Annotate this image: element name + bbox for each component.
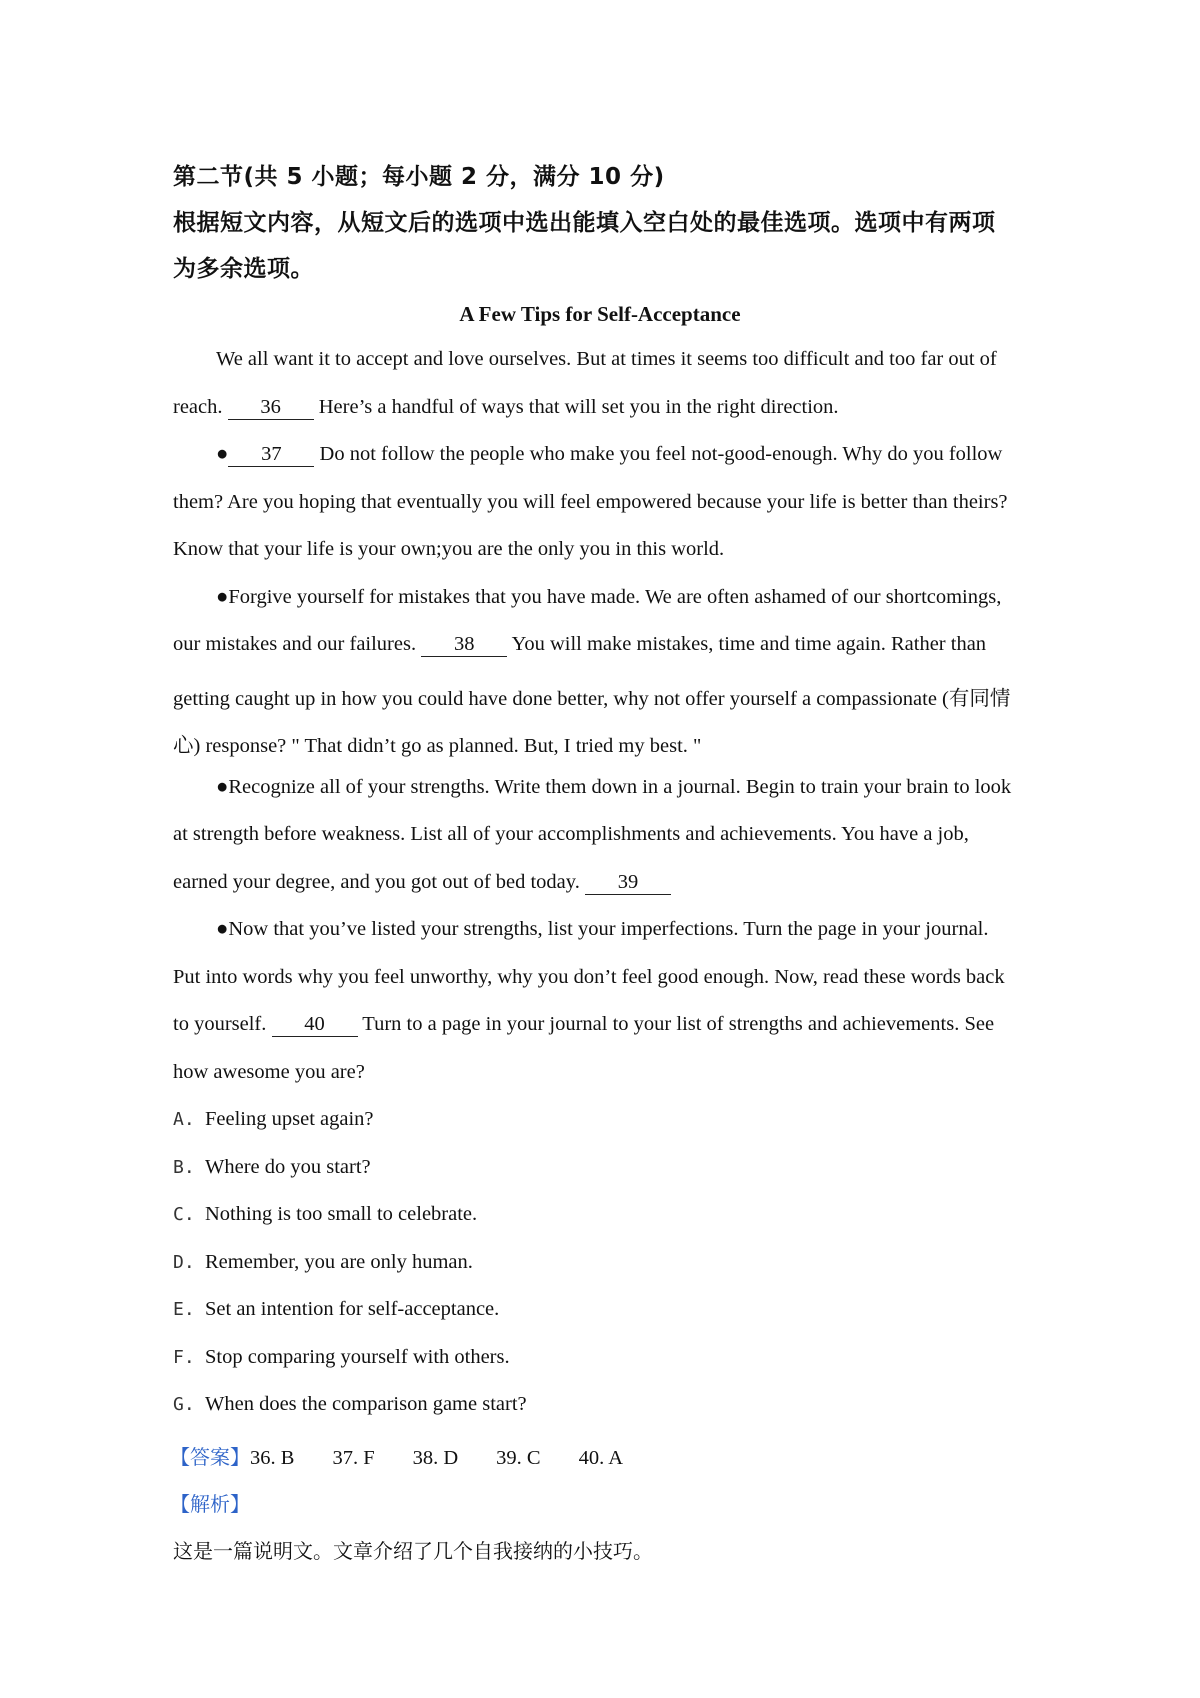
- paragraph-4-line-3: [173, 871, 671, 895]
- blank-40: 40: [272, 1014, 358, 1037]
- blank-39: 39: [585, 872, 671, 895]
- paragraph-4-line-2: at strength before weakness. List all of your accomplishments and achievements. You have a job,: [173, 823, 969, 845]
- text-fragment: Turn to a page in your journal to your list of strengths and achievements. See: [362, 1013, 995, 1035]
- blank-36: 36: [228, 397, 314, 420]
- option-text: Set an intention for self-acceptance.: [205, 1298, 500, 1320]
- blank-37: 37: [228, 444, 314, 467]
- option-key: B.: [173, 1157, 195, 1178]
- paragraph-5-line-3: [173, 1013, 994, 1037]
- answer-label: 【答案】: [170, 1445, 250, 1469]
- option-key: C.: [173, 1204, 195, 1225]
- option-key: F.: [173, 1347, 195, 1368]
- paragraph-5-line-2: Put into words why you feel unworthy, why you don’t feel good enough. Now, read these words back: [173, 966, 1005, 988]
- paragraph-5-line-1: ●Now that you’ve listed your strengths, list your imperfections. Turn the page in your journal.: [216, 918, 989, 940]
- analysis-text: 这是一篇说明文。文章介绍了几个自我接纳的小技巧。: [173, 1539, 653, 1563]
- text-fragment: our mistakes and our failures.: [173, 633, 417, 655]
- option-text: Where do you start?: [205, 1156, 371, 1178]
- option-f: [173, 1346, 510, 1369]
- text-fragment: You will make mistakes, time and time again. Rather than: [511, 633, 987, 655]
- option-key: G.: [173, 1394, 195, 1415]
- paragraph-3-line-4: 心) response? " That didn’t go as planned. But, I tried my best. ": [173, 735, 702, 757]
- analysis-label: 【解析】: [170, 1492, 250, 1516]
- paragraph-3-line-3: getting caught up in how you could have done better, why not offer yourself a compassionate (有同情: [173, 688, 1011, 710]
- answer-line: [170, 1441, 661, 1470]
- option-key: E.: [173, 1299, 195, 1320]
- analysis-heading: [170, 1488, 250, 1517]
- option-g: [173, 1393, 527, 1416]
- option-text: Feeling upset again?: [205, 1108, 374, 1130]
- answer-item: 36. B: [250, 1447, 295, 1469]
- instruction-line-2: 为多余选项。: [173, 256, 314, 282]
- text-fragment: earned your degree, and you got out of bed today.: [173, 871, 580, 893]
- answer-item: 39. C: [496, 1447, 541, 1469]
- option-b: [173, 1156, 371, 1179]
- option-e: [173, 1298, 499, 1321]
- instruction-line-1: 根据短文内容，从短文后的选项中选出能填入空白处的最佳选项。选项中有两项: [173, 210, 996, 236]
- text-fragment: Here’s a handful of ways that will set you in the right direction.: [318, 396, 839, 418]
- bullet: ●: [216, 443, 229, 465]
- paragraph-4-line-1: ●Recognize all of your strengths. Write them down in a journal. Begin to train your brain to look: [216, 776, 1012, 798]
- text-fragment: reach.: [173, 396, 223, 418]
- paragraph-1-line-1: We all want it to accept and love ourselves. But at times it seems too difficult and too far out of: [216, 348, 997, 370]
- option-text: Remember, you are only human.: [205, 1251, 473, 1273]
- option-a: [173, 1108, 374, 1131]
- blank-38: 38: [421, 634, 507, 657]
- section-header: 第二节(共 5 小题；每小题 2 分，满分 10 分): [173, 164, 665, 190]
- answer-item: 40. A: [578, 1447, 624, 1469]
- option-d: [173, 1251, 473, 1274]
- paragraph-2-line-3: Know that your life is your own;you are the only you in this world.: [173, 538, 725, 560]
- text-fragment: to yourself.: [173, 1013, 267, 1035]
- paragraph-3-line-1: ●Forgive yourself for mistakes that you have made. We are often ashamed of our shortcomings,: [216, 586, 1002, 608]
- answer-item: 38. D: [412, 1447, 459, 1469]
- paragraph-3-line-2: [173, 633, 986, 657]
- paragraph-5-line-4: how awesome you are?: [173, 1061, 365, 1083]
- option-text: Nothing is too small to celebrate.: [205, 1203, 478, 1225]
- answer-item: 37. F: [332, 1447, 375, 1469]
- text-fragment: Do not follow the people who make you feel not-good-enough. Why do you follow: [319, 443, 1003, 465]
- paragraph-2-line-1: [216, 443, 1002, 467]
- option-key: A.: [173, 1109, 195, 1130]
- paragraph-1-line-2: [173, 396, 839, 420]
- option-text: When does the comparison game start?: [205, 1393, 527, 1415]
- passage-title: A Few Tips for Self-Acceptance: [459, 302, 741, 326]
- option-key: D.: [173, 1252, 195, 1273]
- paragraph-2-line-2: them? Are you hoping that eventually you will feel empowered because your life is better than theirs?: [173, 491, 1008, 513]
- option-c: [173, 1203, 477, 1226]
- option-text: Stop comparing yourself with others.: [205, 1346, 510, 1368]
